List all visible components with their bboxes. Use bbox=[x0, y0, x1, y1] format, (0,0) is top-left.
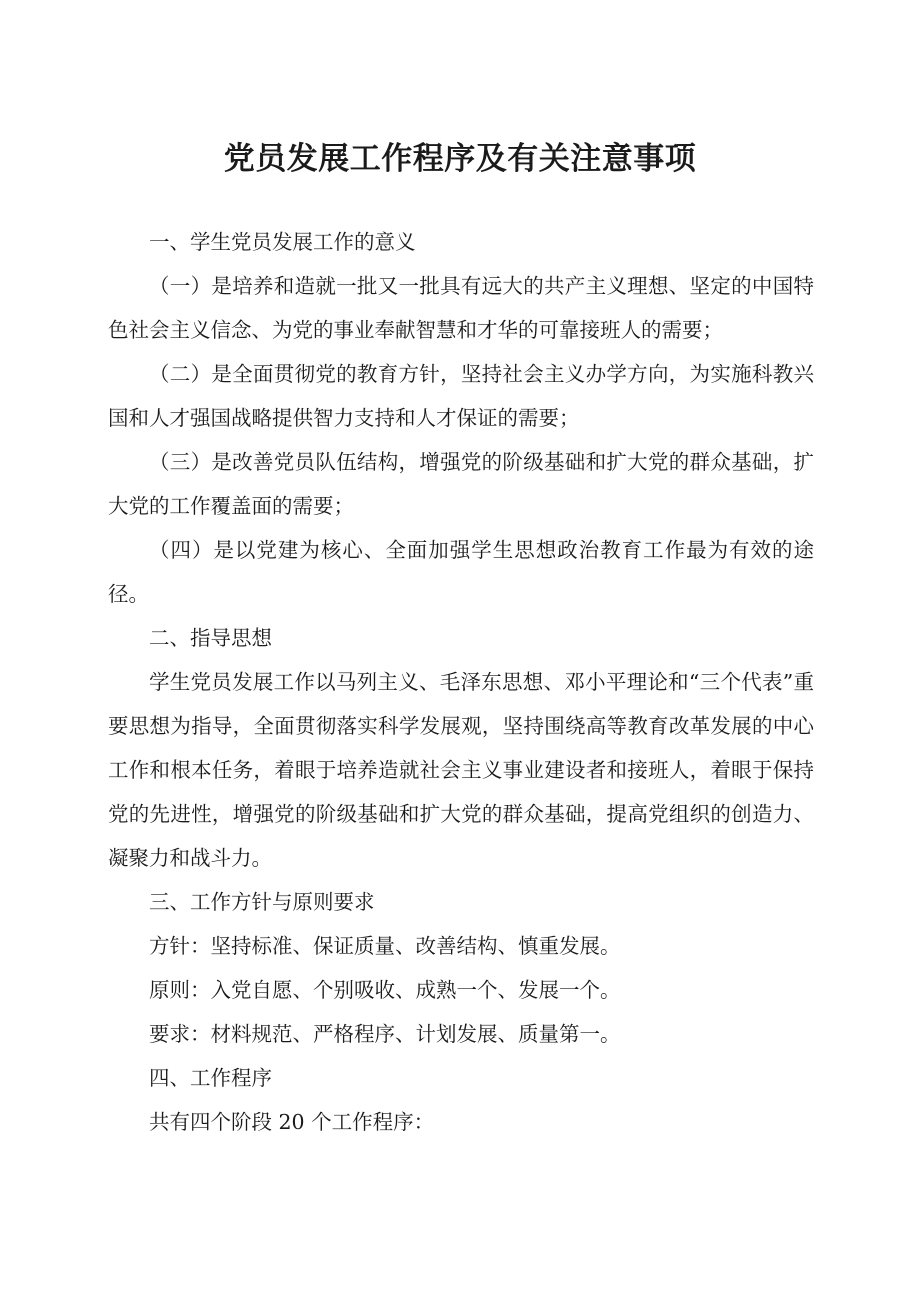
paragraph: （四）是以党建为核心、全面加强学生思想政治教育工作最为有效的途径。 bbox=[108, 538, 814, 606]
section-heading-principles: 三、工作方针与原则要求 bbox=[149, 890, 375, 914]
section-heading-procedure: 四、工作程序 bbox=[149, 1066, 272, 1090]
paragraph: （三）是改善党员队伍结构，增强党的阶级基础和扩大党的群众基础，扩大党的工作覆盖面的需要； bbox=[108, 450, 814, 518]
paragraph: 学生党员发展工作以马列主义、毛泽东思想、邓小平理论和“三个代表”重要思想为指导，全面贯彻落实科学发展观，坚持围绕高等教育改革发展的中心工作和根本任务，着眼于培养造就社会主义事业建设者和接班人，着眼于保持党的先进性，增强党的阶级基础和扩大党的群众基础，提高党组织的创造力、凝聚力和战斗力。 bbox=[108, 670, 814, 870]
section-heading-guiding-thought: 二、指导思想 bbox=[149, 626, 272, 650]
paragraph: 原则：入党自愿、个别吸收、成熟一个、发展一个。 bbox=[149, 978, 621, 1002]
document-title: 党员发展工作程序及有关注意事项 bbox=[223, 141, 697, 177]
paragraph: 方针：坚持标准、保证质量、改善结构、慎重发展。 bbox=[149, 934, 621, 958]
paragraph: 要求：材料规范、严格程序、计划发展、质量第一。 bbox=[149, 1022, 621, 1046]
paragraph: 共有四个阶段 20 个工作程序： bbox=[149, 1110, 435, 1134]
document-body bbox=[108, 220, 814, 1144]
paragraph: （一）是培养和造就一批又一批具有远大的共产主义理想、坚定的中国特色社会主义信念、为党的事业奉献智慧和才华的可靠接班人的需要； bbox=[108, 274, 814, 342]
section-heading-significance: 一、学生党员发展工作的意义 bbox=[149, 230, 416, 254]
paragraph: （二）是全面贯彻党的教育方针，坚持社会主义办学方向，为实施科教兴国和人才强国战略提供智力支持和人才保证的需要； bbox=[108, 362, 814, 430]
